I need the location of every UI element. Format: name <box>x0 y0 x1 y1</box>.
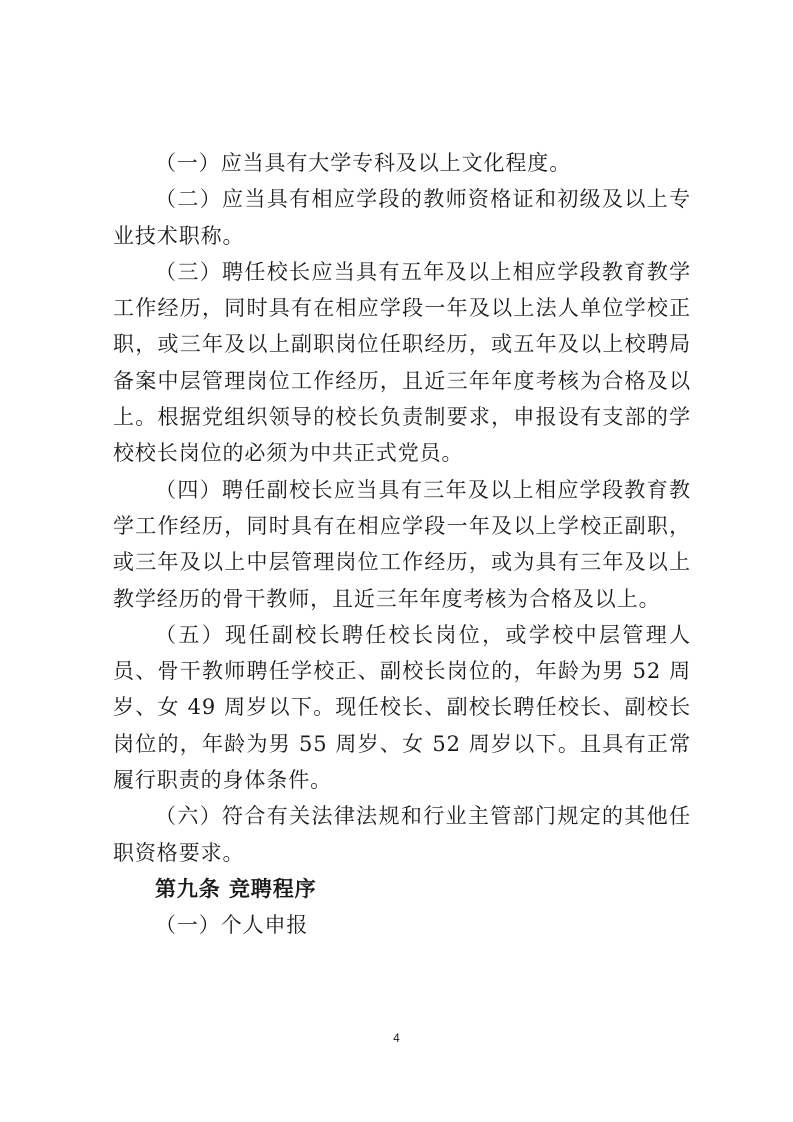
requirement-item-5: （五）现任副校长聘任校长岗位，或学校中层管理人员、骨干教师聘任学校正、副校长岗位的，年龄为男 52 周岁、女 49 周岁以下。现任校长、副校长聘任校长、副校长岗位的，年龄为男 55 周岁、女 52 周岁以下。且具有正常履行职责的身体条件。 <box>113 622 691 793</box>
procedure-item-1: （一）个人申报 <box>155 913 309 938</box>
requirement-item-6: （六）符合有关法律法规和行业主管部门规定的其他任职资格要求。 <box>113 804 691 865</box>
requirement-item-4: （四）聘任副校长应当具有三年及以上相应学段教育教学工作经历，同时具有在相应学段一年及以上学校正副职，或三年及以上中层管理岗位工作经历，或为具有三年及以上教学经历的骨干教师，且近三年年度考核为合格及以上。 <box>113 477 691 611</box>
article-heading: 第九条 竞聘程序 <box>155 875 317 901</box>
document-body <box>113 145 691 944</box>
requirement-item-2: （二）应当具有相应学段的教师资格证和初级及以上专业技术职称。 <box>113 187 691 248</box>
requirement-item-3: （三）聘任校长应当具有五年及以上相应学段教育教学工作经历，同时具有在相应学段一年及以上法人单位学校正职，或三年及以上副职岗位任职经历，或五年及以上校聘局备案中层管理岗位工作经历，且近三年年度考核为合格及以上。根据党组织领导的校长负责制要求，申报设有支部的学校校长岗位的必须为中共正式党员。 <box>113 259 691 466</box>
page-number: 4 <box>393 1031 400 1045</box>
requirement-item-1: （一）应当具有大学专科及以上文化程度。 <box>155 151 572 175</box>
